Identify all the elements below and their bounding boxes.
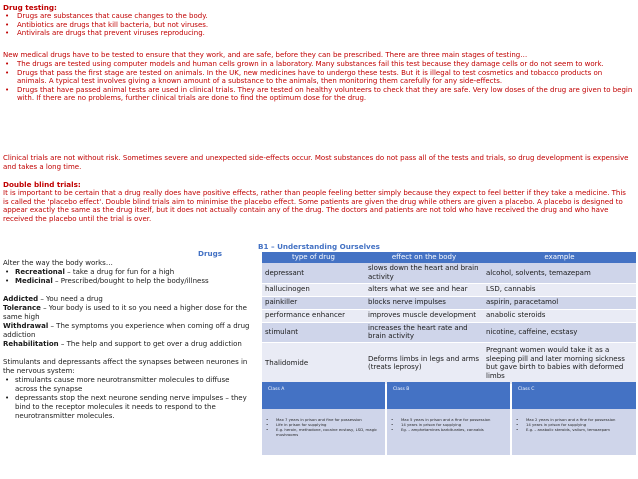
definition bbox=[3, 295, 253, 304]
table-cell: nicotine, caffeine, ecstasy bbox=[483, 322, 636, 342]
table-cell: blocks nerve impulses bbox=[365, 296, 483, 309]
double-blind-text: It is important to be certain that a drug really does have positive effects, rather than people feeling better simply because they expect to feel better if they take a medicine. This is called the 'placebo effect'. Double blind trials aim to minimise the placebo effect. Some patients are given the drug while others are given a placebo. A placebo is designed to appear exactly the same as the drug itself, but it does not actually contain any of the drug. The doctors and patients are not told who have received the drug and who have received the placebo until the trial is over. bbox=[3, 189, 626, 223]
table-row bbox=[262, 283, 636, 296]
list-item: • stimulants cause more neurotransmitter molecules to diffuse across the synapse bbox=[3, 376, 253, 394]
definition bbox=[3, 304, 253, 322]
definition bbox=[3, 322, 253, 340]
term-label: Recreational bbox=[15, 268, 65, 276]
drug-types-list bbox=[3, 268, 253, 286]
list-item: • E.g. – anabolic steroids, valium, temazepam bbox=[516, 427, 615, 432]
table-row bbox=[262, 309, 636, 322]
column-header: effect on the body bbox=[365, 252, 483, 263]
class-cell bbox=[387, 409, 510, 455]
table-cell: aspirin, paracetamol bbox=[483, 296, 636, 309]
term-text: – The symptoms you experience when coming off a drug addiction bbox=[3, 322, 250, 339]
class-a-list bbox=[262, 417, 385, 437]
list-item: • E.g. heroin, methadone, cocaine ecstasy, LSD, magic mushrooms bbox=[266, 427, 385, 437]
list-item: • 14 years in prison for supplying bbox=[516, 422, 615, 427]
list-item bbox=[3, 268, 253, 277]
table-cell: alcohol, solvents, temazepam bbox=[483, 263, 636, 283]
list-item: • Life in prison for supplying bbox=[266, 422, 385, 427]
term-text: – Your body is used to it so you need a higher dose for the same high bbox=[3, 304, 247, 321]
term-text: – take a drug for fun for a high bbox=[64, 268, 175, 276]
list-item: • Max 7 years in prison and fine for possession bbox=[266, 417, 385, 422]
list-item: • Drugs that have passed animal tests are used in clinical trials. They are tested on healthy volunteers to check that they are safe. Very low doses of the drug are given to begin with. If there are no problems, further clinical trials are done to find the optimum dose for the drug. bbox=[3, 86, 633, 103]
table-cell: anabolic steroids bbox=[483, 309, 636, 322]
term-text: – Prescribed/bought to help the body/illness bbox=[52, 277, 209, 285]
table-cell: alters what we see and hear bbox=[365, 283, 483, 296]
list-item: • depressants stop the next neurone sending nerve impulses – they bind to the receptor molecules it needs to respond to the neurotransmitter molecules. bbox=[3, 394, 253, 421]
column-header: type of drug bbox=[262, 252, 365, 263]
class-cell bbox=[512, 409, 636, 455]
table-cell: improves muscle development bbox=[365, 309, 483, 322]
synapse-list bbox=[3, 376, 253, 421]
list-item: • Drugs that pass the first stage are tested on animals. In the UK, new medicines have to undergo these tests. But it is illegal to test cosmetics and tobacco products on animals. A typical test involves giving a known amount of a substance to the animals, then monitoring them carefully for any side-effects. bbox=[3, 69, 633, 86]
list-item: • Max 2 years in prison and a fine for possession bbox=[516, 417, 615, 422]
clinical-trials-text: Clinical trials are not without risk. Sometimes severe and unexpected side-effects occur. Most substances do not pass all of the tests and trials, so drug development is expensive and takes a long time. bbox=[3, 154, 629, 171]
table-cell: stimulant bbox=[262, 322, 365, 342]
class-name: Class B bbox=[393, 387, 410, 392]
b1-title: B1 – Understanding Ourselves bbox=[258, 242, 380, 251]
column-header: example bbox=[483, 252, 636, 263]
list-item: • Max 5 years in prison and a fine for possession bbox=[391, 417, 490, 422]
table-header-row bbox=[262, 252, 636, 263]
table-cell: depressant bbox=[262, 263, 365, 283]
class-name: Class A bbox=[268, 387, 285, 392]
table-cell: Deforms limbs in legs and arms (treats leprosy) bbox=[365, 342, 483, 384]
table-row bbox=[262, 263, 636, 283]
definition bbox=[3, 340, 253, 349]
term-label: Tolerance bbox=[3, 304, 41, 312]
term-label: Medicinal bbox=[15, 277, 53, 285]
table-cell: Thalidomide bbox=[262, 342, 365, 384]
double-blind-title: Double blind trials: bbox=[3, 180, 81, 189]
drugs-intro: Alter the way the body works… bbox=[3, 259, 113, 267]
class-header bbox=[387, 382, 510, 409]
list-item: • Antivirals are drugs that prevent viruses reproducing. bbox=[3, 29, 633, 38]
class-header bbox=[512, 382, 636, 409]
table-cell: Pregnant women would take it as a sleeping pill and later morning sickness but gave birth to babies with deformed limbs bbox=[483, 342, 636, 384]
class-name: Class C bbox=[518, 387, 535, 392]
drug-testing-title: Drug testing: bbox=[3, 3, 57, 12]
class-c-list bbox=[512, 417, 615, 432]
drugs-box bbox=[3, 249, 253, 455]
list-item: • Eg. – amphetamines barbiturates, cannabis bbox=[391, 427, 490, 432]
drug-table bbox=[262, 252, 636, 385]
list-item bbox=[3, 277, 253, 286]
table-cell: painkiller bbox=[262, 296, 365, 309]
term-label: Rehabilitation bbox=[3, 340, 59, 348]
table-row bbox=[262, 322, 636, 342]
synapse-intro: Stimulants and depressants affect the synapses between neurones in the nervous system: bbox=[3, 358, 248, 375]
term-text: – You need a drug bbox=[38, 295, 103, 303]
testing-stages-list bbox=[3, 60, 633, 103]
class-header bbox=[262, 382, 385, 409]
drug-class-table bbox=[262, 382, 636, 455]
table-cell: LSD, cannabis bbox=[483, 283, 636, 296]
term-label: Addicted bbox=[3, 295, 39, 303]
table-cell: increases the heart rate and brain activity bbox=[365, 322, 483, 342]
table-row bbox=[262, 342, 636, 384]
table-cell: slows down the heart and brain activity bbox=[365, 263, 483, 283]
table-cell: performance enhancer bbox=[262, 309, 365, 322]
drug-testing-list bbox=[3, 12, 633, 38]
list-item: • Antibiotics are drugs that kill bacteria, but not viruses. bbox=[3, 21, 633, 30]
new-drugs-intro: New medical drugs have to be tested to ensure that they work, and are safe, before they can be prescribed. There are three main stages of testing… bbox=[3, 51, 528, 59]
term-label: Withdrawal bbox=[3, 322, 49, 330]
list-item: • Drugs are substances that cause changes to the body. bbox=[3, 12, 633, 21]
list-item: • The drugs are tested using computer models and human cells grown in a laboratory. Many substances fail this test because they damage cells or do not seem to work. bbox=[3, 60, 633, 69]
table-row bbox=[262, 296, 636, 309]
table-cell: hallucinogen bbox=[262, 283, 365, 296]
class-cell bbox=[262, 409, 385, 455]
drugs-title: Drugs bbox=[198, 249, 223, 258]
term-text: – The help and support to get over a drug addiction bbox=[58, 340, 242, 348]
list-item: • 14 years in prison for supplying bbox=[391, 422, 490, 427]
class-b-list bbox=[387, 417, 490, 432]
